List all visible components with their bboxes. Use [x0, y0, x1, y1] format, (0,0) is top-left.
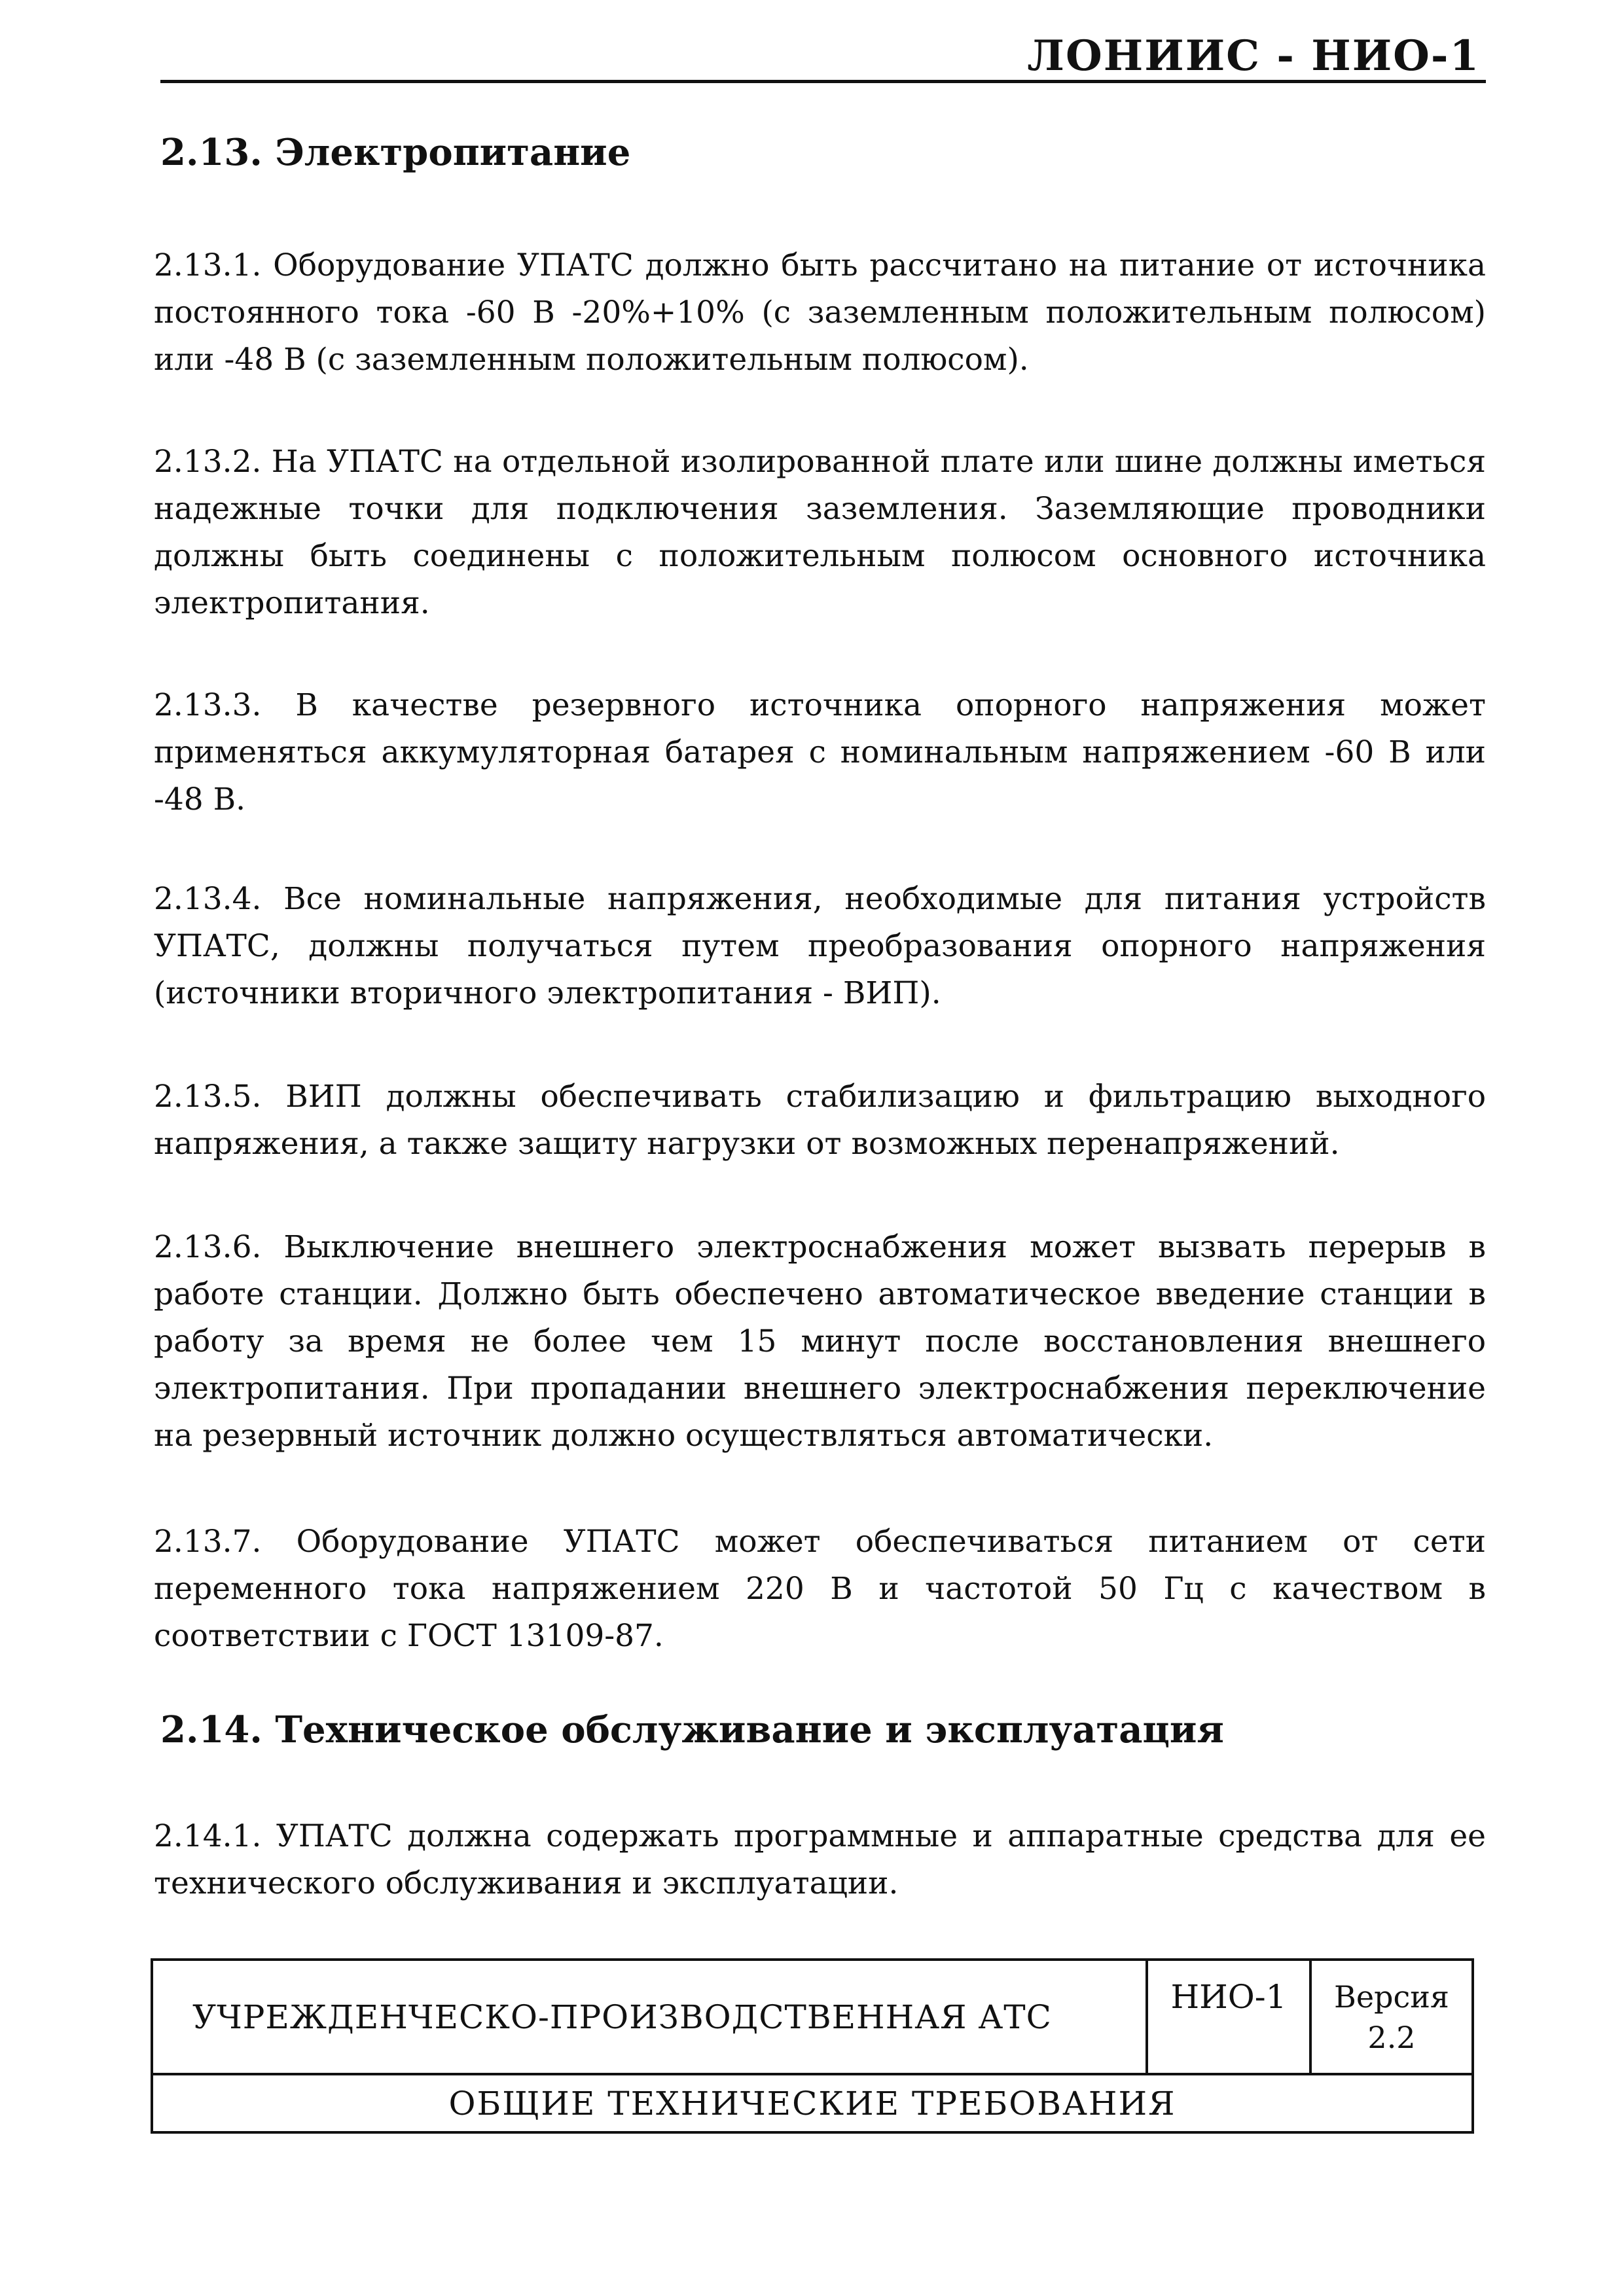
footer-title-block — [151, 1958, 1474, 2134]
header-title: ЛОНИИС - НИО-1 — [1027, 31, 1480, 81]
footer-version-label: Версия — [1334, 1979, 1449, 2015]
footer-document-title: ОБЩИЕ ТЕХНИЧЕСКИЕ ТРЕБОВАНИЯ — [152, 2074, 1473, 2132]
footer-version — [1310, 1960, 1473, 2074]
paragraph-2-13-7: 2.13.7. Оборудование УПАТС может обеспечиваться питанием от сети переменного тока напряжением 220 В и частотой 50 Гц с качеством в соответствии с ГОСТ 13109-87. — [154, 1524, 1486, 1654]
paragraph-2-13-1: 2.13.1. Оборудование УПАТС должно быть рассчитано на питание от источника постоянного тока -60 В -20%+10% (с заземленным положительным полюсом) или -48 В (с заземленным положительным полюсом). — [154, 247, 1486, 378]
footer-organization: УЧРЕЖДЕНЧЕСКО-ПРОИЗВОДСТВЕННАЯ АТС — [152, 1960, 1147, 2074]
paragraph-2-13-3: 2.13.3. В качестве резервного источника опорного напряжения может применяться аккумуляторная батарея с номинальным напряжением -60 В или -48 В. — [154, 687, 1486, 817]
section-heading-2-14: 2.14. Техническое обслуживание и эксплуатация — [160, 1708, 1224, 1751]
paragraph-2-14-1: 2.14.1. УПАТС должна содержать программные и аппаратные средства для ее технического обслуживания и эксплуатации. — [154, 1818, 1486, 1901]
paragraph-2-13-4: 2.13.4. Все номинальные напряжения, необходимые для питания устройств УПАТС, должны получаться путем преобразования опорного напряжения (источники вторичного электропитания - ВИП). — [154, 881, 1486, 1011]
paragraph-2-13-2: 2.13.2. На УПАТС на отдельной изолированной плате или шине должны иметься надежные точки для подключения заземления. Заземляющие проводники должны быть соединены с положительным полюсом основного источника электропитания. — [154, 444, 1486, 621]
paragraph-2-13-6: 2.13.6. Выключение внешнего электроснабжения может вызвать перерыв в работе станции. Должно быть обеспечено автоматическое введение станции в работу за время не более чем 15 минут после восстановления внешнего электропитания. При пропадании внешнего электроснабжения переключение на резервный источник должно осуществляться автоматически. — [154, 1229, 1486, 1454]
section-heading-2-13: 2.13. Электропитание — [160, 131, 631, 174]
header-rule — [160, 80, 1486, 83]
paragraph-2-13-5: 2.13.5. ВИП должны обеспечивать стабилизацию и фильтрацию выходного напряжения, а также защиту нагрузки от возможных перенапряжений. — [154, 1079, 1486, 1162]
footer-version-value: 2.2 — [1367, 2019, 1416, 2055]
footer-code: НИО-1 — [1147, 1960, 1310, 2074]
